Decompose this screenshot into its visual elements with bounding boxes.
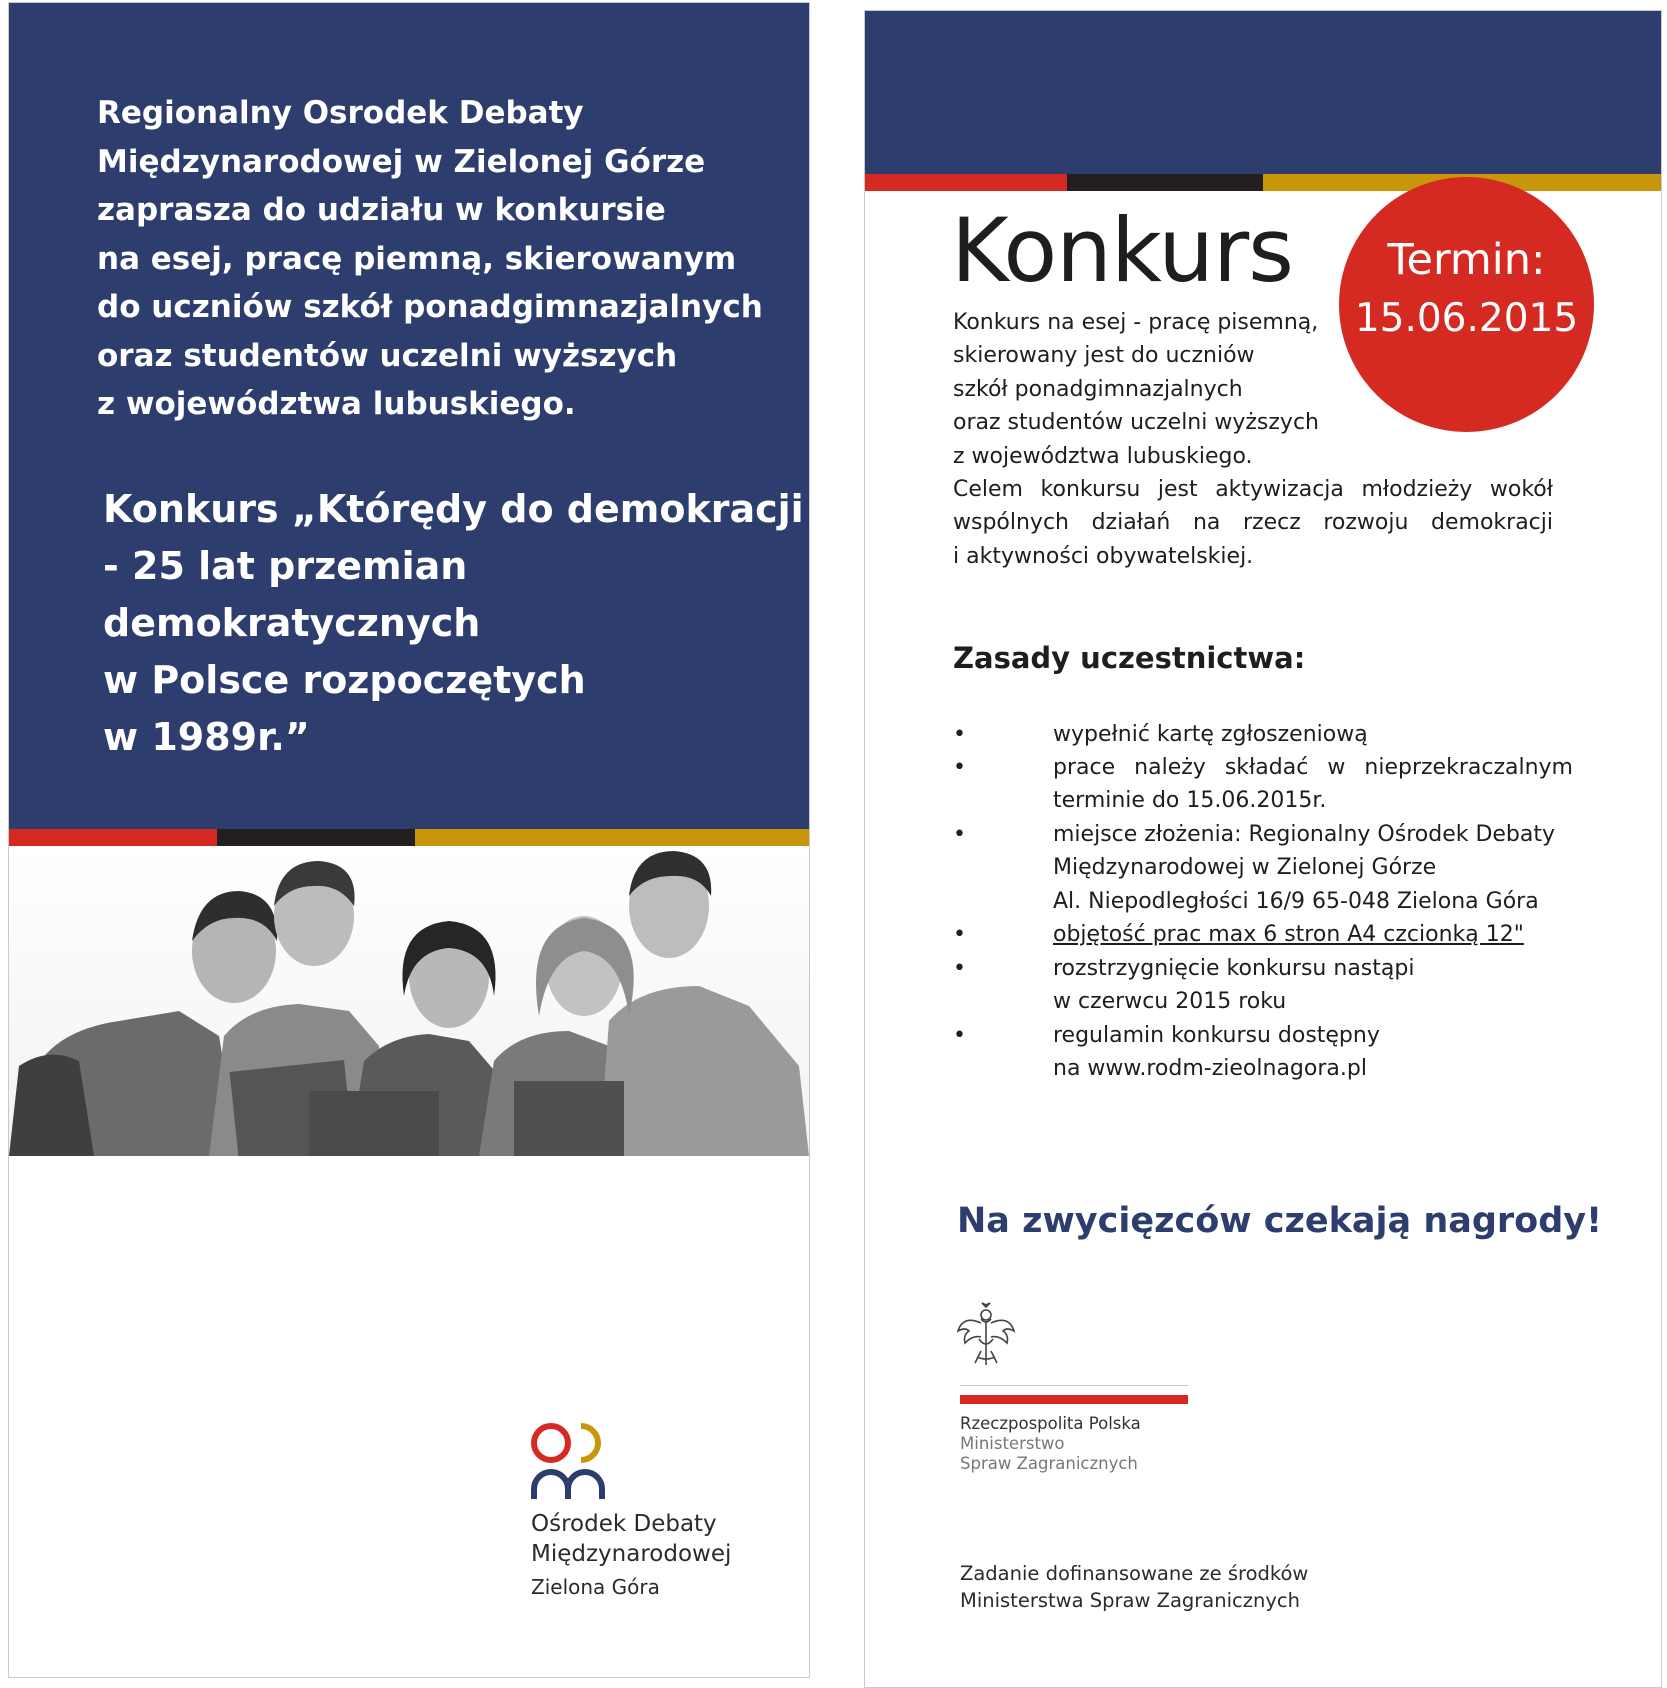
bullet-icon: • (953, 1023, 966, 1048)
intro-line: Regionalny Osrodek Debaty (97, 95, 584, 131)
rule-line: prace należy składać w nieprzekraczalnym (1053, 755, 1573, 780)
rule-item (1053, 1019, 1380, 1086)
contest-title (103, 481, 803, 766)
bullet-icon: • (953, 722, 966, 747)
right-panel (864, 10, 1662, 1688)
description-line: Konkurs na esej - pracę pisemną, (953, 310, 1319, 335)
polish-eagle-icon (955, 1301, 1017, 1369)
description-line: i aktywności obywatelskiej. (953, 543, 1254, 569)
stripe-gold (415, 829, 809, 846)
logo-name-line2: Międzynarodowej (531, 1541, 732, 1567)
odm-logo-icon (529, 1421, 619, 1505)
logo-city: Zielona Góra (531, 1575, 660, 1599)
stripe-red (9, 829, 217, 846)
intro-line: zaprasza do udziału w konkursie (97, 192, 666, 228)
rule-line: regulamin konkursu dostępny (1053, 1023, 1380, 1048)
bullet-icon: • (953, 922, 966, 947)
rule-line: objętość prac max 6 stron A4 czcionką 12" (1053, 922, 1524, 947)
description-line: oraz studentów uczelni wyższych (953, 410, 1319, 436)
ministry-line3: Spraw Zagranicznych (960, 1454, 1138, 1473)
contest-title-line: w 1989r.” (103, 715, 310, 759)
logo-name-line1: Ośrodek Debaty (531, 1511, 717, 1537)
intro-line: do uczniów szkół ponadgimnazjalnych (97, 289, 763, 325)
rule-line: Międzynarodowej w Zielonej Górze (1053, 855, 1437, 881)
rule-line: rozstrzygnięcie konkursu nastąpi (1053, 956, 1415, 981)
funding-line: Ministerstwa Spraw Zagranicznych (960, 1589, 1300, 1612)
bullet-icon: • (953, 755, 966, 780)
flag-white-line (960, 1385, 1188, 1386)
rules-heading: Zasady uczestnictwa: (953, 641, 1306, 675)
konkurs-heading: Konkurs (951, 199, 1293, 302)
rule-item (1053, 718, 1368, 751)
left-panel (8, 2, 810, 1678)
intro-line: z województwa lubuskiego. (97, 386, 576, 422)
description (953, 306, 1553, 573)
deadline-label: Termin: (1387, 235, 1546, 285)
description-line: szkół ponadgimnazjalnych (953, 376, 1243, 402)
description-line: skierowany jest do uczniów (953, 343, 1255, 369)
description-line: wspólnych działań na rzecz rozwoju demokracji (953, 510, 1553, 536)
bullet-icon: • (953, 822, 966, 847)
description-line: z województwa lubuskiego. (953, 443, 1253, 469)
flag-red-bar (960, 1395, 1188, 1404)
rule-item (1053, 818, 1555, 918)
intro-line: Międzynarodowej w Zielonej Górze (97, 143, 706, 180)
students-group-photo (9, 846, 809, 1156)
bullet-icon: • (953, 956, 966, 981)
contest-title-line: - 25 lat przemian (103, 544, 468, 588)
rule-item (1053, 751, 1573, 818)
description-line: Celem konkursu jest aktywizacja młodzieży wokół (953, 477, 1553, 503)
contest-title-line: w Polsce rozpoczętych (103, 658, 586, 702)
contest-title-line: Konkurs „Którędy do demokracji (103, 487, 804, 531)
ministry-line1: Rzeczpospolita Polska (960, 1414, 1141, 1433)
rule-line: terminie do 15.06.2015r. (1053, 788, 1327, 814)
rule-line: miejsce złożenia: Regionalny Ośrodek Debaty (1053, 822, 1556, 847)
stripe-red (865, 174, 1067, 191)
stripe-black (1067, 174, 1263, 191)
rule-line: w czerwcu 2015 roku (1053, 989, 1287, 1015)
prizes-announcement: Na zwycięzców czekają nagrody! (957, 1201, 1603, 1241)
ministry-line2: Ministerstwo (960, 1434, 1065, 1453)
rule-line: na www.rodm-zieolnagora.pl (1053, 1056, 1367, 1082)
deadline-date: 15.06.2015 (1354, 296, 1579, 341)
left-blue-header (9, 3, 809, 829)
intro-text (97, 89, 787, 429)
rule-item (1053, 952, 1414, 1019)
funding-line: Zadanie dofinansowane ze środków (960, 1562, 1309, 1585)
rule-line: Al. Niepodległości 16/9 65-048 Zielona Góra (1053, 888, 1539, 914)
contest-title-line: demokratycznych (103, 601, 481, 645)
right-blue-header (865, 11, 1661, 174)
rule-line: wypełnić kartę zgłoszeniową (1053, 722, 1368, 747)
rule-item (1053, 918, 1524, 951)
intro-line: oraz studentów uczelni wyższych (97, 337, 678, 374)
stripe-black (217, 829, 415, 846)
intro-line: na esej, pracę piemną, skierowanym (97, 240, 737, 277)
